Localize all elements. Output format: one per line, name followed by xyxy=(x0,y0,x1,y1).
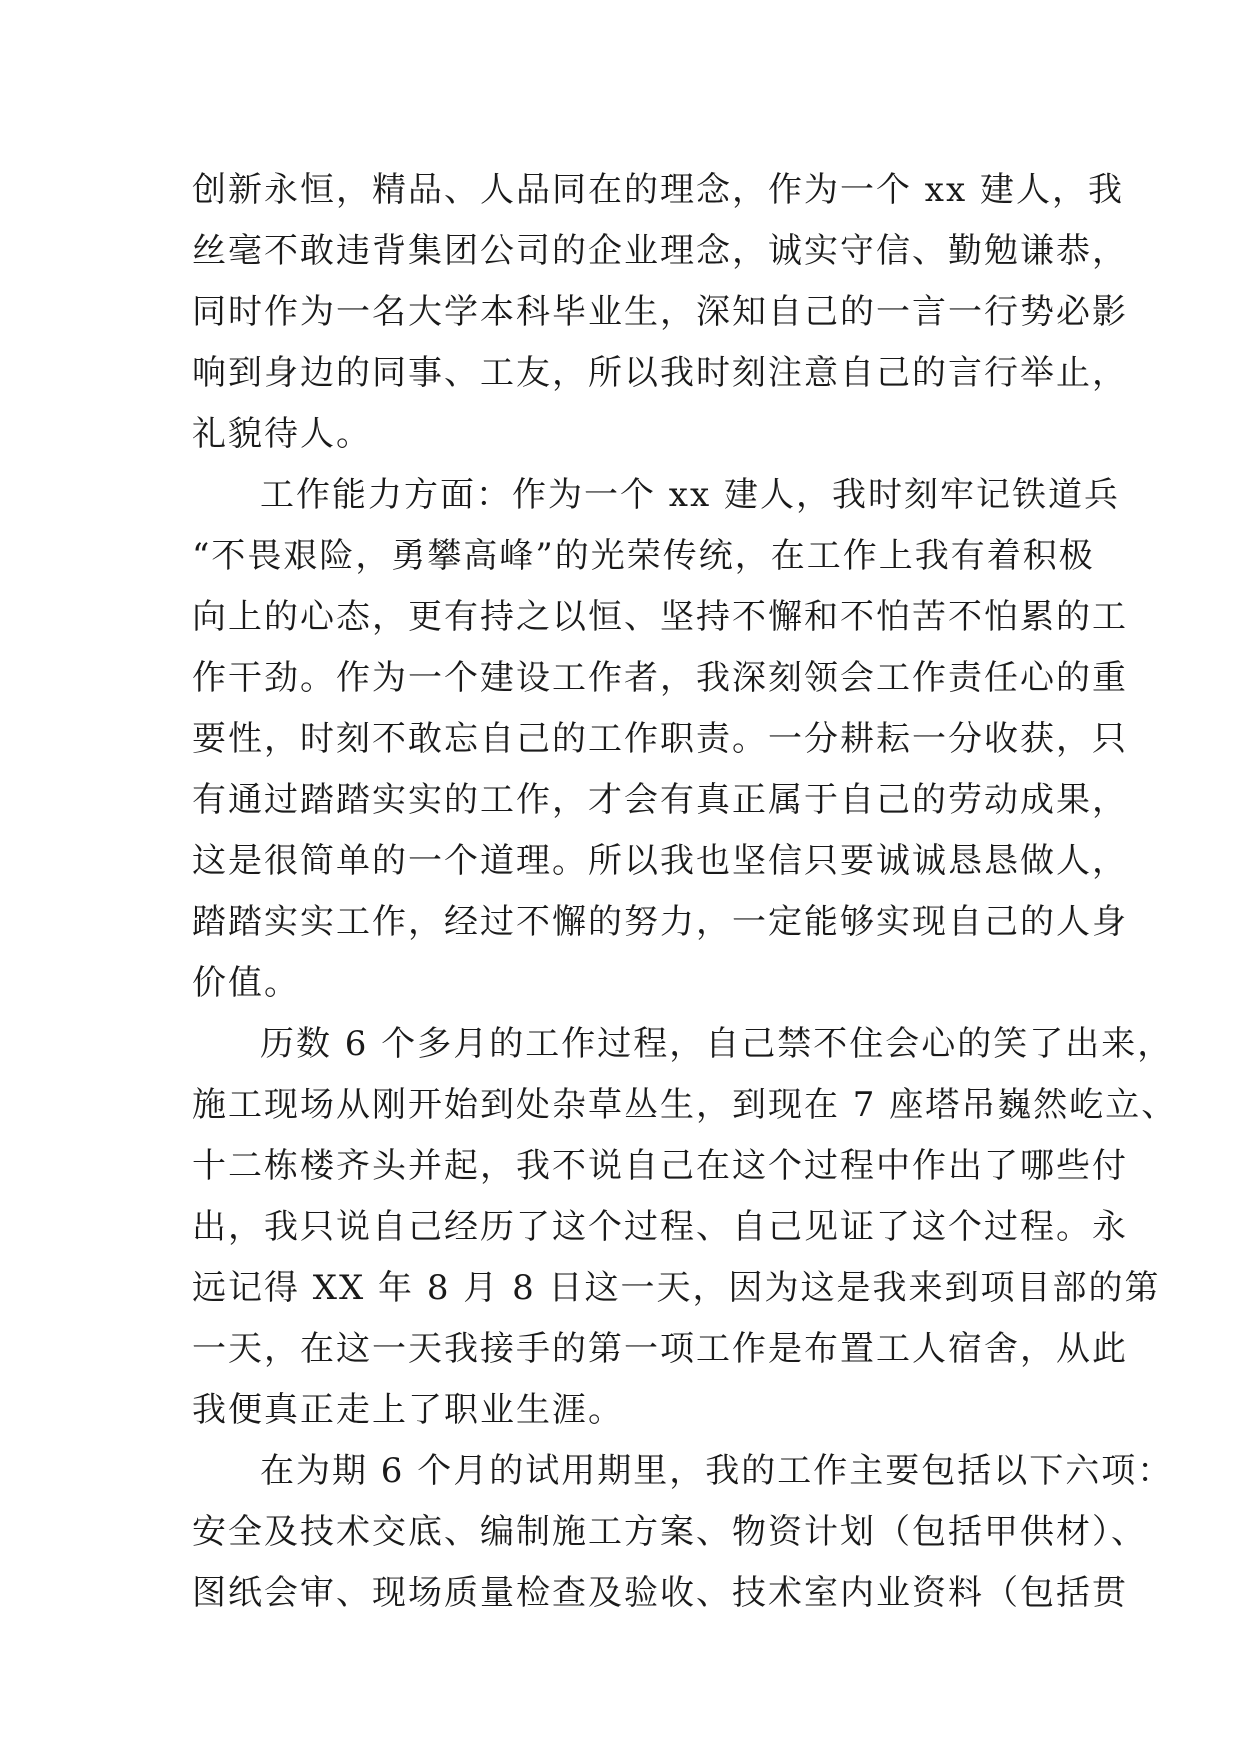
text-line: 这是很简单的一个道理。所以我也坚信只要诚诚恳恳做人， xyxy=(192,841,1128,881)
text-line: 一天，在这一天我接手的第一项工作是布置工人宿舍，从此 xyxy=(192,1329,1128,1369)
text-line: 礼貌待人。 xyxy=(192,414,372,454)
text-line: 我便真正走上了职业生涯。 xyxy=(192,1390,624,1430)
text-line: 踏踏实实工作，经过不懈的努力，一定能够实现自己的人身 xyxy=(192,902,1128,942)
text-line: 向上的心态，更有持之以恒、坚持不懈和不怕苦不怕累的工 xyxy=(192,597,1128,637)
document-body xyxy=(192,160,1178,1624)
text-line: 要性，时刻不敢忘自己的工作职责。一分耕耘一分收获，只 xyxy=(192,719,1128,759)
text-line: 图纸会审、现场质量检查及验收、技术室内业资料（包括贯 xyxy=(192,1573,1128,1613)
text-line: “不畏艰险，勇攀高峰”的光荣传统，在工作上我有着积极 xyxy=(192,536,1095,576)
text-line: 十二栋楼齐头并起，我不说自己在这个过程中作出了哪些付 xyxy=(192,1146,1128,1186)
text-line: 出，我只说自己经历了这个过程、自己见证了这个过程。永 xyxy=(192,1207,1128,1247)
text-line: 丝毫不敢违背集团公司的企业理念，诚实守信、勤勉谦恭， xyxy=(192,231,1128,271)
text-line: 安全及技术交底、编制施工方案、物资计划（包括甲供材）、 xyxy=(192,1512,1147,1552)
text-line: 施工现场从刚开始到处杂草丛生，到现在 7 座塔吊巍然屹立、 xyxy=(192,1085,1178,1125)
paragraph-first-line: 历数 6 个多月的工作过程，自己禁不住会心的笑了出来， xyxy=(260,1024,1174,1064)
text-line: 同时作为一名大学本科毕业生，深知自己的一言一行势必影 xyxy=(192,292,1128,332)
text-line: 价值。 xyxy=(192,963,300,1003)
text-line: 有通过踏踏实实的工作，才会有真正属于自己的劳动成果， xyxy=(192,780,1128,820)
text-line: 远记得 XX 年 8 月 8 日这一天，因为这是我来到项目部的第 xyxy=(192,1268,1161,1308)
paragraph-first-line: 在为期 6 个月的试用期里，我的工作主要包括以下六项： xyxy=(260,1451,1174,1491)
text-line: 作干劲。作为一个建设工作者，我深刻领会工作责任心的重 xyxy=(192,658,1128,698)
text-line: 响到身边的同事、工友，所以我时刻注意自己的言行举止， xyxy=(192,353,1128,393)
text-line: 创新永恒，精品、人品同在的理念，作为一个 xx 建人，我 xyxy=(192,170,1124,210)
paragraph-first-line: 工作能力方面：作为一个 xx 建人，我时刻牢记铁道兵 xyxy=(260,475,1120,515)
